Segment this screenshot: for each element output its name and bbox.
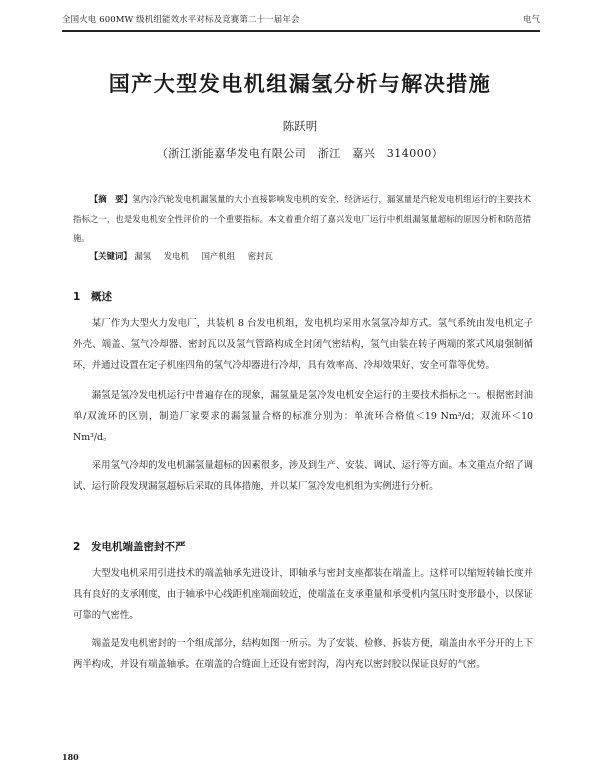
- paper-title: 国产大型发电机组漏氢分析与解决措施: [108, 72, 492, 96]
- header-rule: [62, 30, 540, 32]
- running-header: [62, 12, 540, 28]
- section-title: 概述: [91, 291, 112, 303]
- keyword: 国产机组: [201, 251, 236, 261]
- section-heading: [73, 539, 186, 554]
- section-title: 发电机端盖密封不严: [91, 541, 186, 553]
- author-affiliation: （浙江浙能嘉华发电有限公司 浙江 嘉兴 314000）: [156, 147, 444, 160]
- abstract: [73, 190, 531, 249]
- paragraph: 某厂作为大型火力发电厂，共装机 8 台发电机组，发电机均采用水氢氢冷却方式。氢气系统由发电机定子外壳、端盖、氢气冷却器、密封瓦以及氢气管路构成全封闭气密结构，氢气由装在转子两端的浆式风扇强制循环，并通过设置在定子机座四角的氢气冷却器进行冷却，具有效率高、冷却效果好、安全可靠等优势。: [73, 318, 533, 371]
- paragraph: 端盖是发电机密封的一个组成部分，结构如图一所示。为了安装、检修、拆装方便，端盖由水平分开的上下两半构成，并设有端盖轴承。在端盖的合缝面上还设有密封沟，沟内充以密封胶以保证良好的气密。: [73, 638, 533, 670]
- paragraph: 采用氢气冷却的发电机漏氢量超标的因素很多，涉及到生产、安装、调试、运行等方面。本文重点介绍了调试、运行阶段发现漏氢超标后采取的具体措施，并以某厂氢冷发电机组为实例进行分析。: [73, 460, 533, 492]
- keyword: 发电机: [163, 251, 189, 261]
- abstract-label: 【摘 要】: [89, 194, 133, 204]
- header-section: 电气: [522, 15, 540, 25]
- paragraph: 大型发电机采用引进技术的端盖轴承先进设计，即轴承与密封支座都装在端盖上。这样可以缩短转轴长度并具有良好的支承刚度，由于轴承中心线距机座端面较近，使端盖在支承重量和承受机内氢压时变形最小，以保证可靠的气密性。: [73, 568, 533, 621]
- header-conference: 全国火电 600MW 级机组能效水平对标及竞赛第二十一届年会: [62, 15, 300, 25]
- keywords: [73, 248, 531, 264]
- paper-author: 陈跃明: [282, 119, 318, 133]
- abstract-text: 氢内冷汽轮发电机漏氢量的大小直接影响发电机的安全、经济运行，漏氢量是汽轮发电机组运行的主要技术指标之一，也是发电机安全性评价的一个重要指标。本文着重介绍了嘉兴发电厂运行中机组漏氢量超标的原因分析和防范措施。: [73, 194, 531, 243]
- section-heading: [73, 289, 112, 304]
- keyword: 密封瓦: [247, 251, 273, 261]
- section-number: 1: [73, 291, 81, 303]
- keyword: 漏氢: [134, 251, 152, 261]
- page-number: 180: [62, 752, 79, 762]
- keywords-label: 【关键词】: [89, 251, 132, 261]
- section-number: 2: [73, 541, 81, 553]
- paragraph: 漏氢是氢冷发电机运行中普遍存在的现象，漏氢量是氢冷发电机安全运行的主要技术指标之一。根据密封油单/双流环的区别，制造厂家要求的漏氢量合格的标准分别为：单流环合格值＜19 Nm³/d；双流环＜10 Nm³/d。: [73, 390, 533, 443]
